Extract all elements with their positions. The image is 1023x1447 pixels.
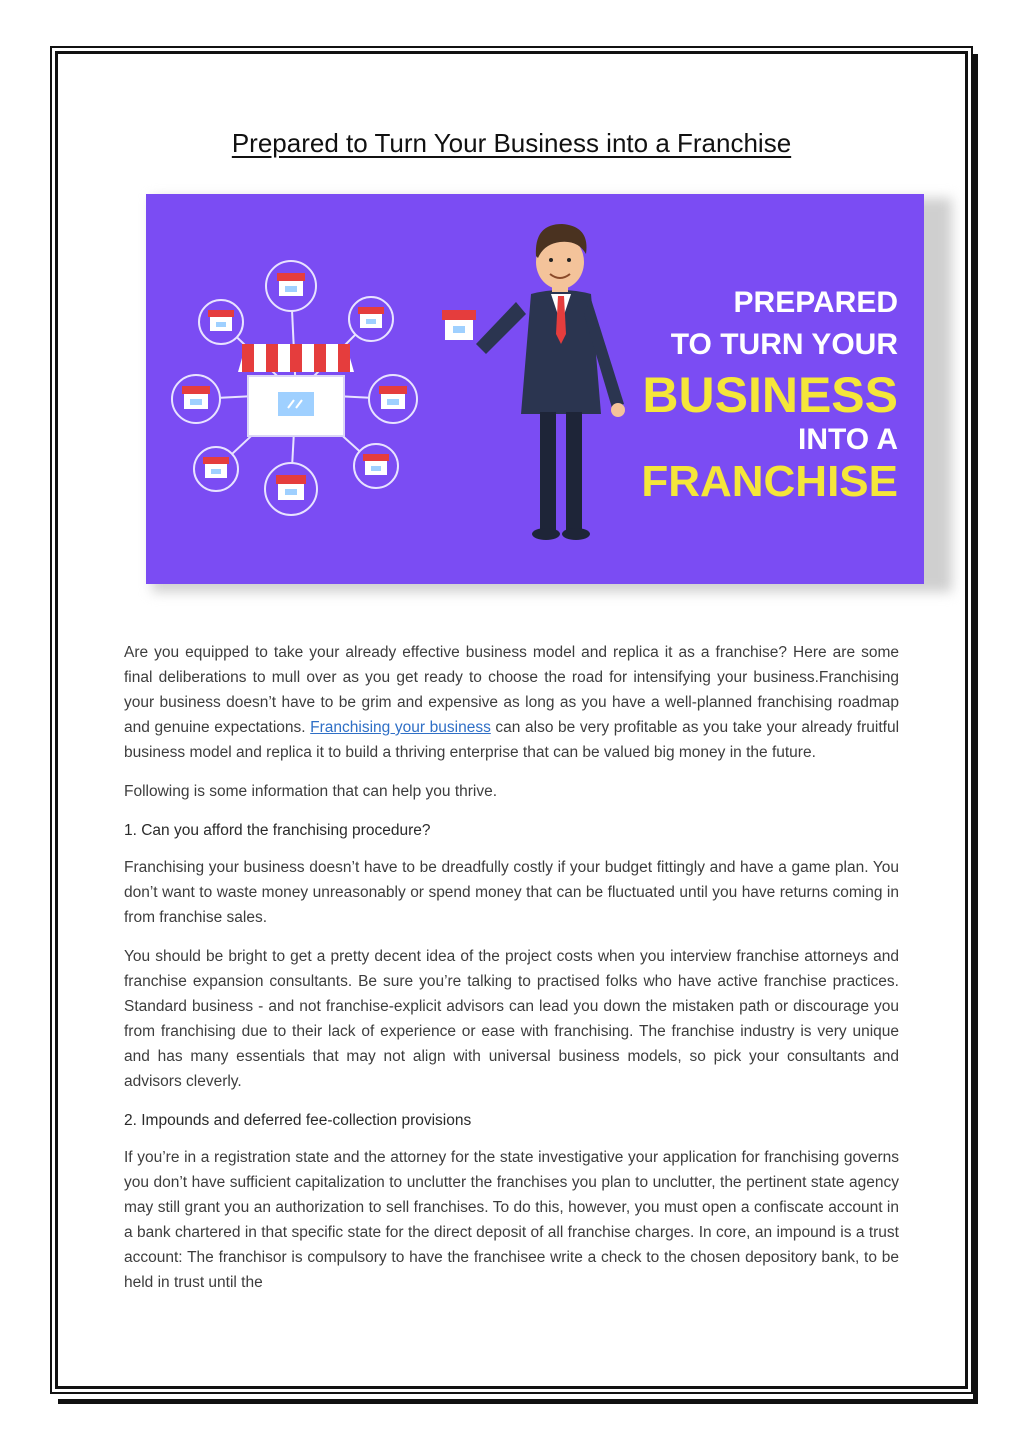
document-title: Prepared to Turn Your Business into a Franchise: [231, 128, 792, 158]
hero-illustration: [146, 194, 924, 584]
store-icon: [199, 300, 243, 344]
hero-line-5: FRANCHISE: [641, 457, 898, 506]
paragraph-following: Following is some information that can help you thrive.: [124, 783, 498, 800]
businessman-figure: [442, 224, 625, 540]
store-icon: [369, 375, 417, 423]
article-body: [124, 640, 899, 1309]
paragraph-impounds: If you’re in a registration state and the attorney for the state investigative your application for franchising governs you don’t have sufficient capitalization to unclutter the franchises you plan to unclutter, the pertinent state agency may still grant you an authorization to sell franchises. To do this, however, you must open a confiscate account in a bank chartered in that specific state for the direct deposit of all franchise charges. In core, an impound is a trust account: The franchisor is compulsory to have the franchisee write a check to the chosen depository bank, to be held in trust until the: [124, 1149, 899, 1291]
hero-line-1: PREPARED: [733, 286, 898, 319]
hero-line-2: TO TURN YOUR: [670, 328, 898, 361]
section-heading-2: 2. Impounds and deferred fee-collection provisions: [124, 1112, 472, 1129]
store-icon: [349, 297, 393, 341]
hero-line-4: INTO A: [797, 423, 898, 456]
hero-image: [146, 194, 924, 584]
section-heading-1: 1. Can you afford the franchising procedure?: [124, 822, 431, 839]
store-icon: [354, 444, 398, 488]
central-store-icon: [238, 344, 354, 436]
hero-line-3: BUSINESS: [642, 367, 898, 423]
paragraph-consultants: You should be bright to get a pretty decent idea of the project costs when you interview franchise attorneys and franchise expansion consultants. Be sure you’re talking to practised folks who have active franchise practices. Standard business - and not franchise-explicit advisors can lead you down the mistaken path or discourage you from franchising due to their lack of experience or ease with franchising. The franchise industry is very unique and has many essentials that may not align with universal business models, so pick your consultants and advisors cleverly.: [124, 948, 899, 1090]
paragraph-costs: Franchising your business doesn’t have to be dreadfully costly if your budget fittingly and have a game plan. You don’t want to waste money unreasonably or spend money that can be fluctuated until you have returns coming in from franchise sales.: [124, 859, 899, 926]
store-icon: [194, 447, 238, 491]
store-icon: [172, 375, 220, 423]
store-icon: [266, 261, 316, 311]
store-icon: [265, 463, 317, 515]
paragraph-intro: Are you equipped to take your already effective business model and replica it as a franchise? Here are some final deliberations to mull over as you get ready to choose the road for intensifying your business.Franchising your business doesn’t have to be grim and expensive as long as you have a well-planned franchising roadmap and genuine expectations. Franchising your business can also be very profitable as you take your already fruitful business model and replica it to build a thriving enterprise that can be valued big money in the future.: [124, 644, 900, 761]
franchising-link[interactable]: Franchising your business: [310, 719, 491, 736]
